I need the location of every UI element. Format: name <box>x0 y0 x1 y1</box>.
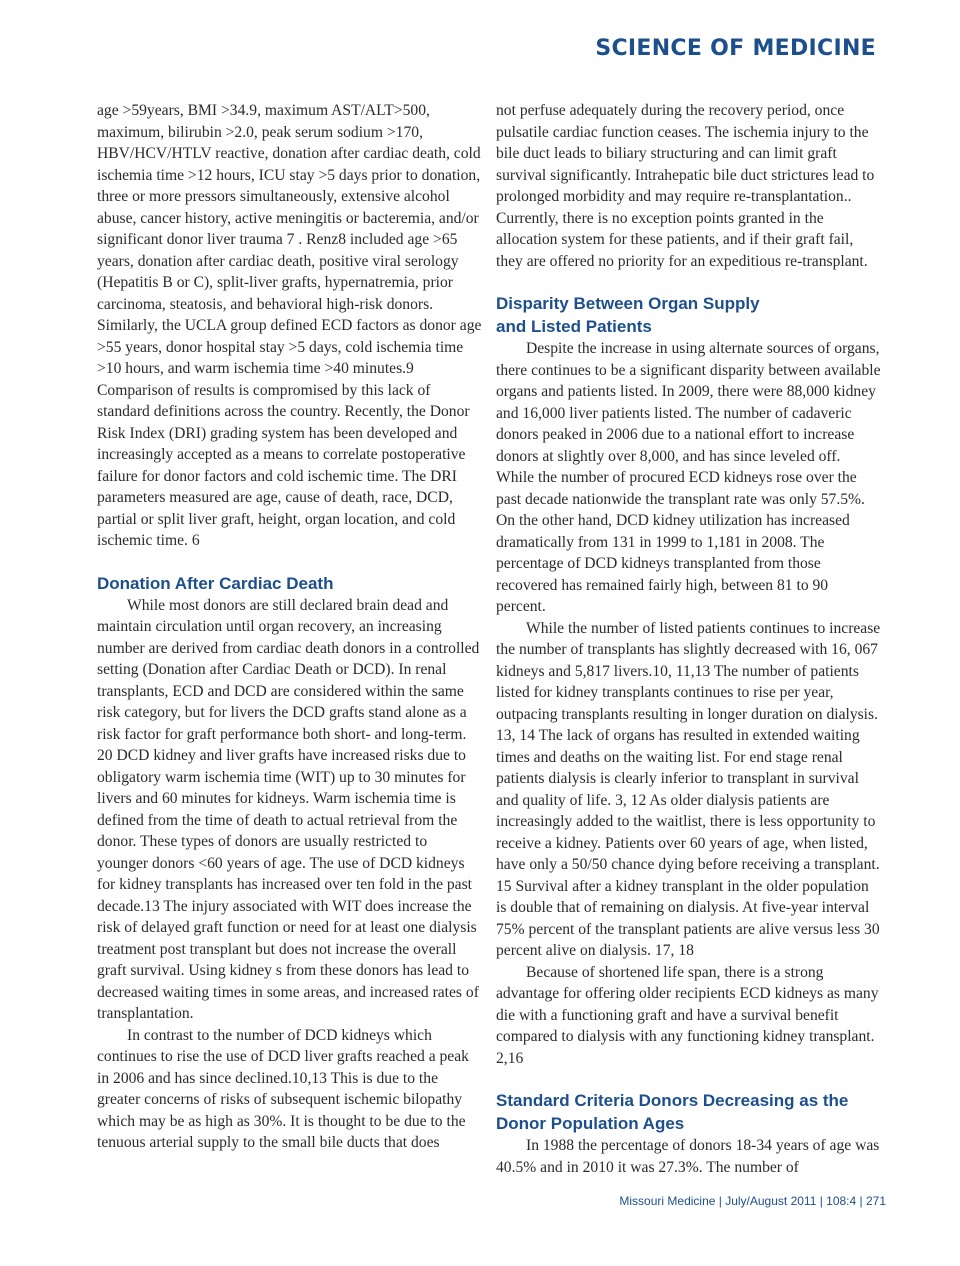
paragraph: In contrast to the number of DCD kidneys which continues to rise the use of DCD liver grafts reached a peak in 2006 and has since declined.10,13 This is due to the greater concerns of risks of subsequent ischemic bilopathy which may be as high as 30%. It is thought to be due to the tenuous arterial supply to the small bile ducts that does <box>97 1026 469 1151</box>
section-heading <box>496 292 881 338</box>
section-heading: Donation After Cardiac Death <box>97 573 334 593</box>
paragraph: While most donors are still declared brain dead and maintain circulation until organ recovery, an increasing number are derived from cardiac death donors in a controlled setting (Donation after Cardiac Death or DCD). In renal transplants, ECD and DCD are considered within the same risk category, but for livers the DCD grafts stand alone as a risk factor for graft performance both short- and long-term. 20 DCD kidney and liver grafts have increased risks due to obligatory warm ischemia time (WIT) up to 30 minutes for livers and 60 minutes for kidneys. Warm ischemia time is defined from the time of death to actual retrieval from the donor. These types of donors are usually restricted to younger donors <60 years of age. The use of DCD kidneys for kidney transplants has increased over ten fold in the past decade.13 The injury associated with WIT does increase the risk of delayed graft function or need for at least one dialysis treatment post transplant but does not increase the overall graft survival. Using kidney s from these donors has lead to decreased waiting times in some areas, and increased rates of transplantation. <box>97 596 480 1022</box>
paragraph: In 1988 the percentage of donors 18-34 years of age was 40.5% and in 2010 it was 27.3%. The number of <box>496 1137 880 1176</box>
paragraph: While the number of listed patients continues to increase the number of transplants has slightly decreased with 16, 067 kidneys and 5,817 livers.10, 11,13 The number of patients listed for kidney transplants continues to rise per year, outpacing transplants resulting in longer duration on dialysis. 13, 14 The lack of organs has resulted in extended waiting times and deaths on the waiting list. For end stage renal patients dialysis is clearly inferior to transplant in survival and quality of life. 3, 12 As older dialysis patients are increasingly added to the waitlist, there is less opportunity to receive a kidney. Patients over 60 years of age, when listed, have only a 50/50 chance dying before receiving a transplant. 15 Survival after a kidney transplant in the older population is double that of remaining on dialysis. At five-year interval 75% percent of the transplant patients are alive versus less 30 percent alive on dialysis. 17, 18 <box>496 619 881 959</box>
section-heading <box>496 1089 881 1135</box>
right-column <box>496 100 881 1178</box>
heading-line: and Listed Patients <box>496 317 652 336</box>
page-footer: Missouri Medicine | July/August 2011 | 108:4 | 271 <box>619 1194 886 1208</box>
paragraph: Despite the increase in using alternate sources of organs, there continues to be a significant disparity between available organs and patients listed. In 2009, there were 88,000 kidney and 16,000 liver patients listed. The number of cadaveric donors peaked in 2006 due to a national effort to increase donors at slightly over 8,000, and has since leveled off. While the number of procured ECD kidneys rose over the past decade nationwide the transplant rate was only 57.5%. On the other hand, DCD kidney utilization has increased dramatically from 131 in 1999 to 1,181 in 2008. The percentage of DCD kidneys transplanted from those recovered has remained fairly high, between 81 to 90 percent. <box>496 340 881 615</box>
paragraph: Because of shortened life span, there is a strong advantage for offering older recipients ECD kidneys as many die with a functioning graft and have a survival benefit compared to dialysis with any functioning kidney transplant. 2,16 <box>496 963 879 1067</box>
section-header: SCIENCE OF MEDICINE <box>595 36 876 61</box>
left-column <box>97 100 482 1154</box>
heading-line: Standard Criteria Donors Decreasing as the <box>496 1091 849 1110</box>
paragraph: not perfuse adequately during the recovery period, once pulsatile cardiac function ceases. The ischemia injury to the bile duct leads to biliary structuring and can limit graft survival significantly. Intrahepatic bile duct strictures lead to prolonged morbidity and may require re-transplantation.. Currently, there is no exception points granted in the allocation system for these patients, and if their graft fail, they are offered no priority for an expeditious re-transplant. <box>496 102 875 270</box>
paragraph: age >59years, BMI >34.9, maximum AST/ALT>500, maximum, bilirubin >2.0, peak serum sodium >170, HBV/HCV/HTLV reactive, donation after cardiac death, cold ischemia time >12 hours, ICU stay >5 days prior to donation, three or more pressors simultaneously, extensive alcohol abuse, cancer history, active meningitis or bacteremia, and/or significant donor liver trauma 7 . Renz8 included age >65 years, donation after cardiac death, positive viral serology (Hepatitis B or C), split-liver grafts, hypernatremia, prior carcinoma, steatosis, and behavioral high-risk donors. Similarly, the UCLA group defined ECD factors as donor age >55 years, donor hospital stay >5 days, cold ischemia time >10 hours, and warm ischemia time >40 minutes.9 Comparison of results is compromised by this lack of standard definitions across the country. Recently, the Donor Risk Index (DRI) grading system has been developed and increasingly accepted as a means to correlate postoperative failure for donor factors and cold ischemic time. The DRI parameters measured are age, cause of death, race, DCD, partial or split liver graft, height, organ location, and cold ischemic time. 6 <box>97 102 482 549</box>
heading-line: Donor Population Ages <box>496 1114 685 1133</box>
heading-line: Disparity Between Organ Supply <box>496 294 760 313</box>
